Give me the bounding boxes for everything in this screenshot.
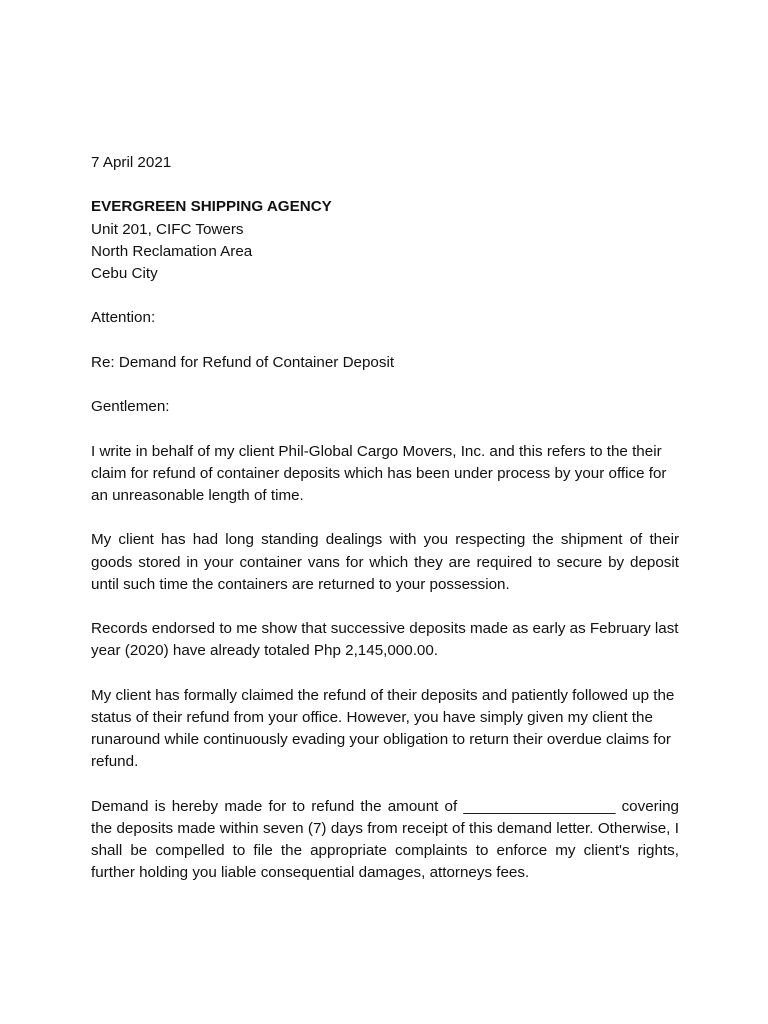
spacer <box>91 507 679 529</box>
spacer <box>91 418 679 440</box>
spacer <box>91 774 679 796</box>
body-paragraph-5: Demand is hereby made for to refund the amount of __________________ covering the deposits made within seven (7) days from receipt of this demand letter. Otherwise, I shall be compelled to file the appropriate complaints to enforce my client's rights, further holding you liable consequential damages, attorneys fees. <box>91 797 679 882</box>
recipient-address-line1: Unit 201, CIFC Towers <box>91 220 244 238</box>
recipient-name: EVERGREEN SHIPPING AGENCY <box>91 198 332 216</box>
salutation: Gentlemen: <box>91 398 170 416</box>
spacer <box>91 374 679 396</box>
spacer <box>91 663 679 685</box>
body-paragraph-1: I write in behalf of my client Phil-Global Cargo Movers, Inc. and this refers to the their claim for refund of container deposits which has been under process by your office for an unreasonable length of time. <box>91 442 667 504</box>
spacer <box>91 330 679 352</box>
letter-date: 7 April 2021 <box>91 154 172 171</box>
recipient-address-line2: North Reclamation Area <box>91 242 253 260</box>
body-paragraph-4: My client has formally claimed the refund of their deposits and patiently followed up the status of their refund from your office. However, you have simply given my client the runaround while continuously evading your obligation to return their overdue claims for refund. <box>91 686 675 771</box>
attention-line: Attention: <box>91 309 156 327</box>
body-paragraph-2: My client has had long standing dealings with you respecting the shipment of their goods stored in your container vans for which they are required to secure by deposit until such time the containers are returned to your possession. <box>91 531 679 593</box>
letter-page <box>91 152 679 885</box>
spacer <box>91 596 679 618</box>
recipient-address-line3: Cebu City <box>91 265 158 282</box>
spacer <box>91 174 679 196</box>
body-paragraph-3: Records endorsed to me show that successive deposits made as early as February last year (2020) have already totaled Php 2,145,000.00. <box>91 620 679 660</box>
subject-line: Re: Demand for Refund of Container Deposit <box>91 353 395 371</box>
spacer <box>91 285 679 307</box>
